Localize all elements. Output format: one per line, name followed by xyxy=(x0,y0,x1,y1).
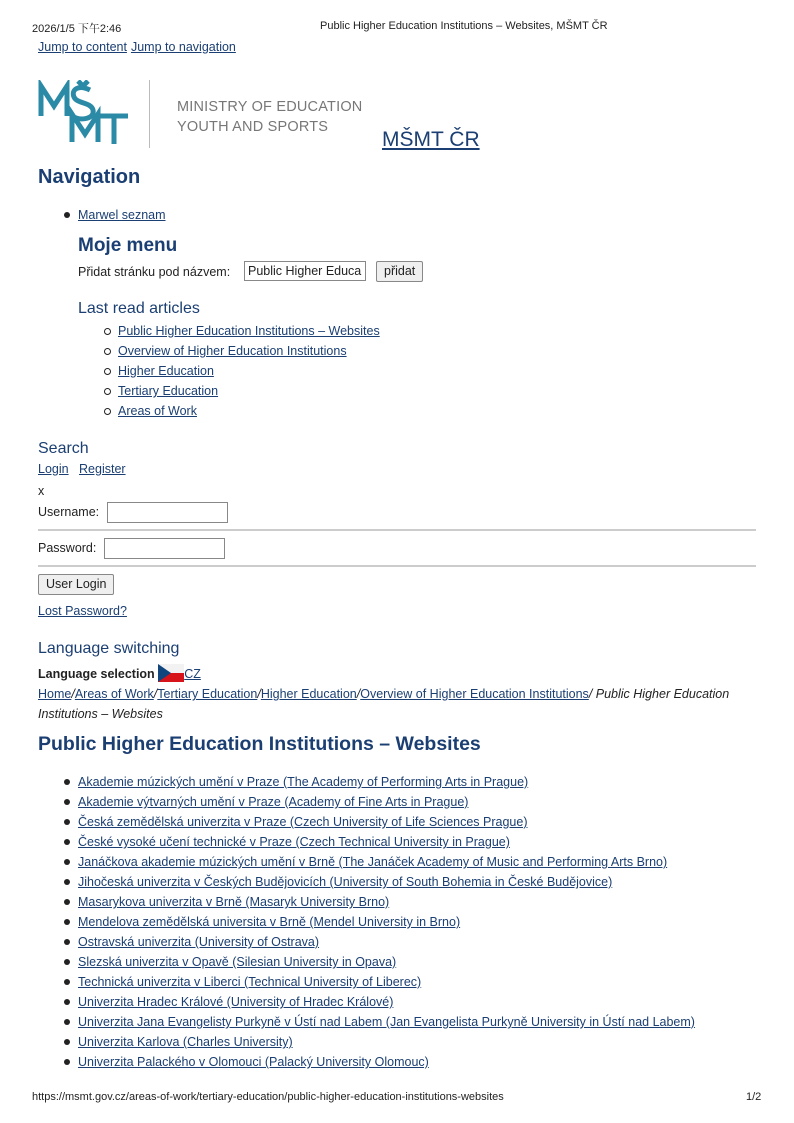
breadcrumb xyxy=(38,684,756,724)
breadcrumb-link-home[interactable]: Home xyxy=(38,687,72,701)
lost-password-link[interactable]: Lost Password? xyxy=(38,604,127,618)
logo-line-2: YOUTH AND SPORTS xyxy=(177,119,329,135)
print-page-number: 1/2 xyxy=(746,1091,762,1103)
list-item xyxy=(118,361,380,381)
list-item xyxy=(78,792,695,812)
print-date: 2026/1/5 下午2:46 xyxy=(32,23,122,35)
institution-link[interactable]: Masarykova univerzita v Brně (Masaryk University Brno) xyxy=(78,895,390,909)
institution-link[interactable]: Akademie výtvarných umění v Praze (Academy of Fine Arts in Prague) xyxy=(78,795,469,809)
institution-link[interactable]: Akademie múzických umění v Praze (The Academy of Performing Arts in Prague) xyxy=(78,775,529,789)
page-name-input[interactable] xyxy=(244,261,366,281)
login-link[interactable]: Login xyxy=(38,462,69,476)
list-item xyxy=(78,812,695,832)
list-item xyxy=(78,992,695,1012)
list-item xyxy=(118,341,380,361)
breadcrumb-link-tertiary-education[interactable]: Tertiary Education xyxy=(157,687,258,701)
divider xyxy=(38,529,756,531)
last-read-link[interactable]: Overview of Higher Education Institutions xyxy=(118,344,347,358)
list-item xyxy=(78,872,695,892)
close-icon[interactable]: x xyxy=(38,484,45,498)
breadcrumb-current: Public Higher Education Institutions – Websites xyxy=(38,687,730,721)
list-item xyxy=(118,381,380,401)
list-item xyxy=(78,1032,695,1052)
search-heading: Search xyxy=(38,440,89,457)
breadcrumb-link-overview[interactable]: Overview of Higher Education Institutions xyxy=(360,687,589,701)
marwel-seznam-link[interactable]: Marwel seznam xyxy=(78,208,166,222)
institution-link[interactable]: Univerzita Jana Evangelisty Purkyně v Ústí nad Labem (Jan Evangelista Purkyně University in Ústí nad Labem) xyxy=(78,1015,695,1029)
print-title: Public Higher Education Institutions – Websites, MŠMT ČR xyxy=(320,20,608,32)
last-read-link[interactable]: Tertiary Education xyxy=(118,384,219,398)
list-item xyxy=(78,892,695,912)
list-item xyxy=(78,205,166,225)
logo-text xyxy=(177,97,362,137)
institution-link[interactable]: Ostravská univerzita (University of Ostrava) xyxy=(78,935,320,949)
add-page-button[interactable]: přidat xyxy=(376,261,423,282)
list-item xyxy=(118,401,380,421)
divider xyxy=(38,565,756,567)
institution-link[interactable]: Česká zemědělská univerzita v Praze (Czech University of Life Sciences Prague) xyxy=(78,815,528,829)
breadcrumb-separator: / xyxy=(257,687,261,701)
list-item xyxy=(78,852,695,872)
breadcrumb-separator: / xyxy=(356,687,361,701)
institution-link[interactable]: Mendelova zemědělská universita v Brně (Mendel University in Brno) xyxy=(78,915,461,929)
last-read-link[interactable]: Higher Education xyxy=(118,364,214,378)
language-heading: Language switching xyxy=(38,640,180,657)
navigation-list xyxy=(78,205,166,225)
list-item xyxy=(78,832,695,852)
register-link[interactable]: Register xyxy=(79,462,126,476)
username-label: Username: xyxy=(38,505,100,519)
jump-to-navigation-link[interactable]: Jump to navigation xyxy=(130,40,236,54)
add-page-label: Přidat stránku pod názvem: xyxy=(78,265,231,279)
list-item xyxy=(78,952,695,972)
language-cz-link[interactable] xyxy=(158,667,201,681)
last-read-link[interactable]: Public Higher Education Institutions – Websites xyxy=(118,324,380,338)
list-item xyxy=(78,772,695,792)
add-page-form xyxy=(78,261,416,283)
navigation-heading: Navigation xyxy=(38,166,141,188)
list-item xyxy=(78,972,695,992)
user-login-button[interactable]: User Login xyxy=(38,574,114,595)
language-selection xyxy=(38,664,201,682)
list-item xyxy=(78,932,695,952)
list-item xyxy=(78,1052,695,1072)
breadcrumb-separator: / xyxy=(71,687,75,701)
site-name-link[interactable]: MŠMT ČR xyxy=(382,128,480,151)
logo-divider xyxy=(149,80,150,148)
institution-link[interactable]: Univerzita Hradec Králové (University of Hradec Králové) xyxy=(78,995,394,1009)
institution-link[interactable]: Janáčkova akademie múzických umění v Brně (The Janáček Academy of Music and Performing Arts Brno) xyxy=(78,855,668,869)
skip-links xyxy=(38,40,240,54)
list-item xyxy=(118,321,380,341)
institution-link[interactable]: České vysoké učení technické v Praze (Czech Technical University in Prague) xyxy=(78,835,510,849)
breadcrumb-separator: / xyxy=(153,687,158,701)
institutions-list xyxy=(78,772,695,1072)
institution-link[interactable]: Technická univerzita v Liberci (Technical University of Liberec) xyxy=(78,975,422,989)
password-label: Password: xyxy=(38,541,97,555)
last-read-link[interactable]: Areas of Work xyxy=(118,404,197,418)
last-read-heading: Last read articles xyxy=(78,300,200,317)
username-input[interactable] xyxy=(107,502,228,523)
jump-to-content-link[interactable]: Jump to content xyxy=(38,40,127,54)
password-input[interactable] xyxy=(104,538,225,559)
institution-link[interactable]: Univerzita Karlova (Charles University) xyxy=(78,1035,293,1049)
czech-flag-icon xyxy=(158,664,184,682)
institution-link[interactable]: Jihočeská univerzita v Českých Budějovicích (University of South Bohemia in České Budějovice) xyxy=(78,875,613,889)
language-code: CZ xyxy=(184,667,201,681)
breadcrumb-link-higher-education[interactable]: Higher Education xyxy=(260,687,357,701)
list-item xyxy=(78,1012,695,1032)
language-label: Language selection xyxy=(38,667,155,681)
print-url: https://msmt.gov.cz/areas-of-work/tertiary-education/public-higher-education-institutions-websites xyxy=(32,1091,504,1103)
moje-menu-heading: Moje menu xyxy=(78,235,178,256)
logo-line-1: MINISTRY OF EDUCATION xyxy=(177,99,363,115)
login-tabs xyxy=(38,462,126,476)
msmt-logo-icon xyxy=(38,80,134,148)
breadcrumb-separator: / xyxy=(588,687,596,701)
list-item xyxy=(78,912,695,932)
ministry-logo[interactable] xyxy=(38,80,378,148)
last-read-list xyxy=(118,321,380,421)
page-title: Public Higher Education Institutions – Websites xyxy=(38,733,481,755)
breadcrumb-link-areas-of-work[interactable]: Areas of Work xyxy=(74,687,154,701)
institution-link[interactable]: Slezská univerzita v Opavě (Silesian University in Opava) xyxy=(78,955,397,969)
institution-link[interactable]: Univerzita Palackého v Olomouci (Palacký University Olomouc) xyxy=(78,1055,429,1069)
